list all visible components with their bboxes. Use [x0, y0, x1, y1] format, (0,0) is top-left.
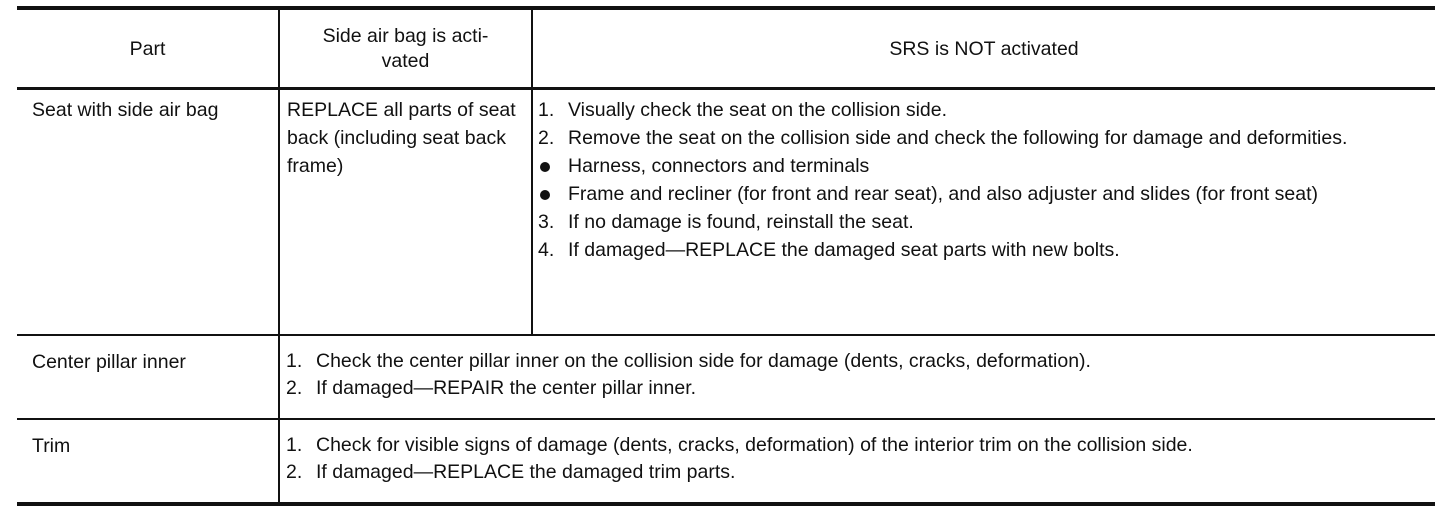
list-item-text: Remove the seat on the collision side and check the following for damage and deformities. — [568, 127, 1348, 149]
list-item-text: Frame and recliner (for front and rear seat), and also adjuster and slides (for front seat) — [568, 183, 1319, 205]
list-item-text: If damaged—REPLACE the damaged seat parts with new bolts. — [568, 239, 1120, 261]
list-item-text: If no damage is found, reinstall the seat. — [568, 211, 914, 233]
list-item — [286, 348, 1425, 375]
combined-instructions-cell — [279, 419, 1435, 504]
list-item-text: Check for visible signs of damage (dents, cracks, deformation) of the interior trim on the collision side. — [316, 434, 1193, 456]
bullet-dot-icon — [540, 190, 550, 200]
bullet-marker — [538, 152, 568, 172]
part-cell: Trim — [17, 419, 279, 504]
list-item — [538, 180, 1425, 208]
side-air-bag-activated-cell: REPLACE all parts of seat back (including seat back frame) — [279, 89, 532, 336]
list-item — [538, 124, 1425, 152]
list-marker: 2. — [538, 127, 555, 149]
table-row — [17, 335, 1435, 419]
list-item-text: Visually check the seat on the collision side. — [568, 99, 948, 121]
list-item — [538, 208, 1425, 236]
list-item — [286, 375, 1425, 402]
header-srs-not-activated: SRS is NOT activated — [532, 8, 1435, 89]
combined-instructions-cell — [279, 335, 1435, 419]
inspection-table-container — [17, 6, 1435, 506]
part-cell: Seat with side air bag — [17, 89, 279, 336]
table-header-row — [17, 8, 1435, 89]
list-marker: 1. — [286, 350, 303, 372]
list-item — [538, 236, 1425, 264]
header-part: Part — [17, 8, 279, 89]
list-item-text: If damaged—REPAIR the center pillar inner. — [316, 377, 697, 399]
list-item — [286, 459, 1425, 486]
list-marker: 3. — [538, 211, 555, 233]
srs-not-activated-cell — [532, 89, 1435, 336]
list-item — [286, 432, 1425, 459]
table-row — [17, 89, 1435, 336]
list-item-text: Check the center pillar inner on the collision side for damage (dents, cracks, deformation). — [316, 350, 1091, 372]
list-marker: 2. — [286, 377, 303, 399]
list-item — [538, 96, 1425, 124]
header-side-air-bag-activated-text: Side air bag is acti- vated — [322, 24, 489, 72]
part-cell: Center pillar inner — [17, 335, 279, 419]
bullet-marker — [538, 180, 568, 200]
list-item — [538, 152, 1425, 180]
table-row — [17, 419, 1435, 504]
list-item-text: If damaged—REPLACE the damaged trim parts. — [316, 461, 736, 483]
list-marker: 2. — [286, 461, 303, 483]
header-side-air-bag-activated — [279, 8, 532, 89]
list-marker: 1. — [286, 434, 303, 456]
list-marker: 1. — [538, 99, 555, 121]
bullet-dot-icon — [540, 162, 550, 172]
list-item-text: Harness, connectors and terminals — [568, 155, 870, 177]
list-marker: 4. — [538, 239, 555, 261]
srs-inspection-table — [17, 6, 1435, 506]
